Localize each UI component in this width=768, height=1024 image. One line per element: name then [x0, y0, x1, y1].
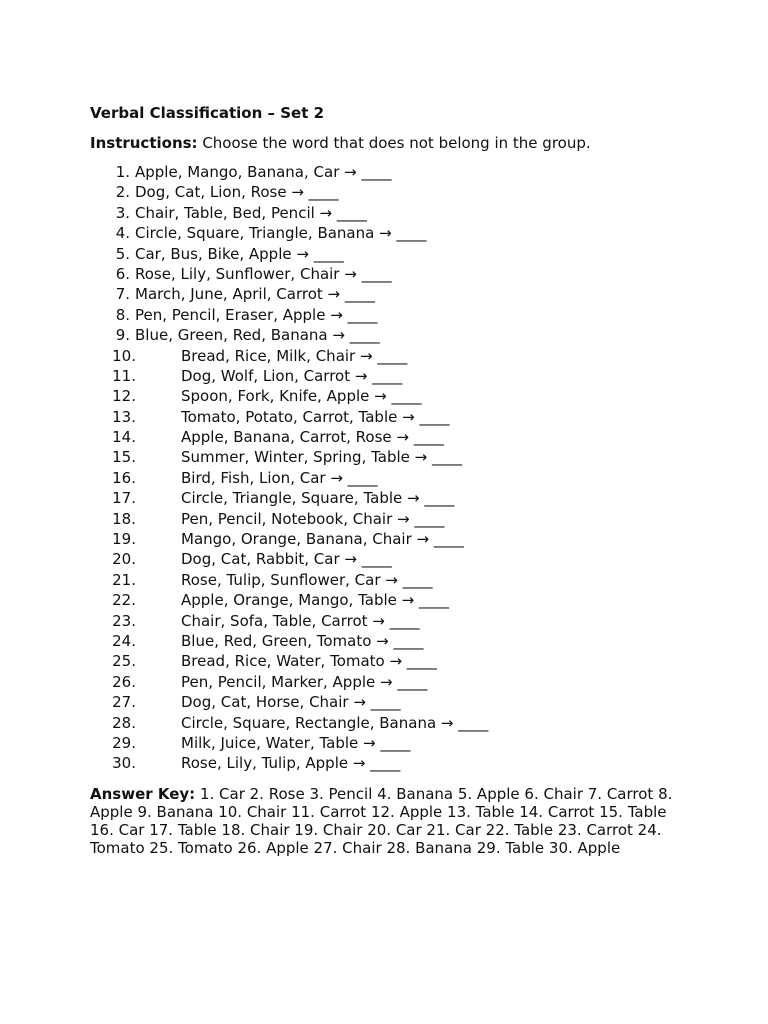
- list-item: [90, 325, 690, 345]
- list-item-text: Mango, Orange, Banana, Chair → ____: [181, 530, 464, 549]
- list-item: [90, 611, 690, 631]
- list-item-text: Bread, Rice, Water, Tomato → ____: [181, 652, 437, 671]
- list-item-text: Chair, Table, Bed, Pencil → ____: [135, 203, 367, 222]
- list-item-number: 1.: [115, 163, 130, 181]
- list-item-number: 23.: [112, 611, 136, 630]
- instructions-label: Instructions:: [90, 134, 198, 152]
- question-list: [90, 162, 690, 774]
- list-item-number: 22.: [112, 591, 136, 610]
- list-item-number: 28.: [112, 713, 136, 732]
- list-item: [90, 672, 690, 692]
- list-item: [90, 590, 690, 610]
- list-item-text: Circle, Square, Triangle, Banana → ____: [135, 224, 427, 243]
- list-item-text: Summer, Winter, Spring, Table → ____: [181, 448, 463, 467]
- list-item: [90, 488, 690, 508]
- instructions-text: Choose the word that does not belong in the group.: [197, 134, 591, 152]
- list-item-text: Chair, Sofa, Table, Carrot → ____: [181, 611, 420, 630]
- list-item-text: Rose, Lily, Tulip, Apple → ____: [181, 754, 401, 773]
- list-item: [90, 305, 690, 325]
- list-item-text: Dog, Cat, Rabbit, Car → ____: [181, 550, 392, 569]
- list-item-text: Dog, Cat, Horse, Chair → ____: [181, 693, 401, 712]
- list-item-text: Blue, Green, Red, Banana → ____: [135, 326, 380, 345]
- list-item-number: 20.: [112, 550, 136, 569]
- list-item: [90, 264, 690, 284]
- list-item: [90, 651, 690, 671]
- list-item-text: Spoon, Fork, Knife, Apple → ____: [181, 387, 422, 406]
- list-item-number: 27.: [112, 693, 136, 712]
- list-item-text: Circle, Triangle, Square, Table → ____: [181, 489, 455, 508]
- list-item-text: Apple, Orange, Mango, Table → ____: [181, 591, 449, 610]
- list-item-number: 7.: [115, 285, 130, 304]
- list-item: [90, 733, 690, 753]
- list-item-number: 30.: [112, 754, 136, 773]
- list-item-text: Pen, Pencil, Marker, Apple → ____: [181, 672, 428, 691]
- list-item: [90, 223, 690, 243]
- list-item: [90, 692, 690, 712]
- list-item: [90, 366, 690, 386]
- answer-key-text: 1. Car 2. Rose 3. Pencil 4. Banana 5. Apple 6. Chair 7. Carrot 8. Apple 9. Banana 10. Chair 11. Carrot 12. Apple 13. Table 14. Carrot 15. Table 16. Car 17. Table 18. Chair 19. Chair 20. Car 21. Car 22. Table 23. Carrot 24. Tomato 25. Tomato 26. Apple 27. Chair 28. Banana 29. Table 30. Apple: [90, 784, 673, 857]
- list-item-text: Bread, Rice, Milk, Chair → ____: [181, 346, 408, 365]
- list-item-text: Bird, Fish, Lion, Car → ____: [181, 468, 378, 487]
- list-item: [90, 162, 690, 182]
- list-item: [90, 631, 690, 651]
- list-item: [90, 529, 690, 549]
- list-item-number: 6.: [115, 264, 130, 283]
- list-item: [90, 549, 690, 569]
- list-item: [90, 407, 690, 427]
- list-item-number: 19.: [112, 530, 136, 549]
- list-item: [90, 509, 690, 529]
- answer-key-label: Answer Key:: [90, 784, 196, 803]
- list-item: [90, 346, 690, 366]
- list-item-text: Pen, Pencil, Notebook, Chair → ____: [181, 509, 445, 528]
- list-item-number: 3.: [115, 203, 130, 222]
- list-item-number: 21.: [112, 570, 136, 589]
- list-item-text: Pen, Pencil, Eraser, Apple → ____: [135, 305, 378, 324]
- list-item-text: March, June, April, Carrot → ____: [135, 285, 375, 304]
- list-item-text: Circle, Square, Rectangle, Banana → ____: [181, 713, 489, 732]
- list-item-number: 16.: [112, 468, 136, 487]
- list-item-text: Rose, Tulip, Sunflower, Car → ____: [181, 570, 433, 589]
- answer-key: [90, 785, 690, 857]
- document-page: [90, 103, 690, 857]
- list-item: [90, 753, 690, 773]
- list-item-text: Rose, Lily, Sunflower, Chair → ____: [135, 264, 392, 283]
- list-item-number: 24.: [112, 631, 136, 650]
- list-item: [90, 468, 690, 488]
- list-item-text: Dog, Cat, Lion, Rose → ____: [135, 183, 339, 202]
- list-item: [90, 386, 690, 406]
- list-item-number: 18.: [112, 509, 136, 528]
- instructions: [90, 133, 690, 153]
- list-item-text: Apple, Mango, Banana, Car → ____: [135, 163, 392, 181]
- list-item: [90, 713, 690, 733]
- list-item-number: 17.: [112, 489, 136, 508]
- list-item: [90, 203, 690, 223]
- list-item-text: Tomato, Potato, Carrot, Table → ____: [181, 407, 450, 426]
- list-item: [90, 570, 690, 590]
- list-item-number: 29.: [112, 733, 136, 752]
- document-title: Verbal Classification – Set 2: [90, 104, 325, 122]
- list-item-number: 10.: [112, 346, 136, 365]
- list-item-number: 8.: [115, 305, 130, 324]
- list-item-text: Milk, Juice, Water, Table → ____: [181, 733, 411, 752]
- list-item-number: 4.: [115, 224, 130, 243]
- list-item-text: Blue, Red, Green, Tomato → ____: [181, 631, 424, 650]
- list-item-text: Car, Bus, Bike, Apple → ____: [135, 244, 344, 263]
- list-item-number: 14.: [112, 428, 136, 447]
- list-item-number: 26.: [112, 672, 136, 691]
- list-item: [90, 447, 690, 467]
- list-item: [90, 244, 690, 264]
- list-item-number: 25.: [112, 652, 136, 671]
- list-item-text: Apple, Banana, Carrot, Rose → ____: [181, 428, 444, 447]
- list-item-number: 12.: [112, 387, 136, 406]
- list-item: [90, 284, 690, 304]
- list-item-number: 2.: [115, 183, 130, 202]
- list-item: [90, 427, 690, 447]
- list-item-number: 5.: [115, 244, 130, 263]
- list-item-text: Dog, Wolf, Lion, Carrot → ____: [181, 366, 403, 385]
- list-item-number: 9.: [115, 326, 130, 345]
- list-item-number: 13.: [112, 407, 136, 426]
- list-item: [90, 182, 690, 202]
- list-item-number: 15.: [112, 448, 136, 467]
- list-item-number: 11.: [112, 366, 136, 385]
